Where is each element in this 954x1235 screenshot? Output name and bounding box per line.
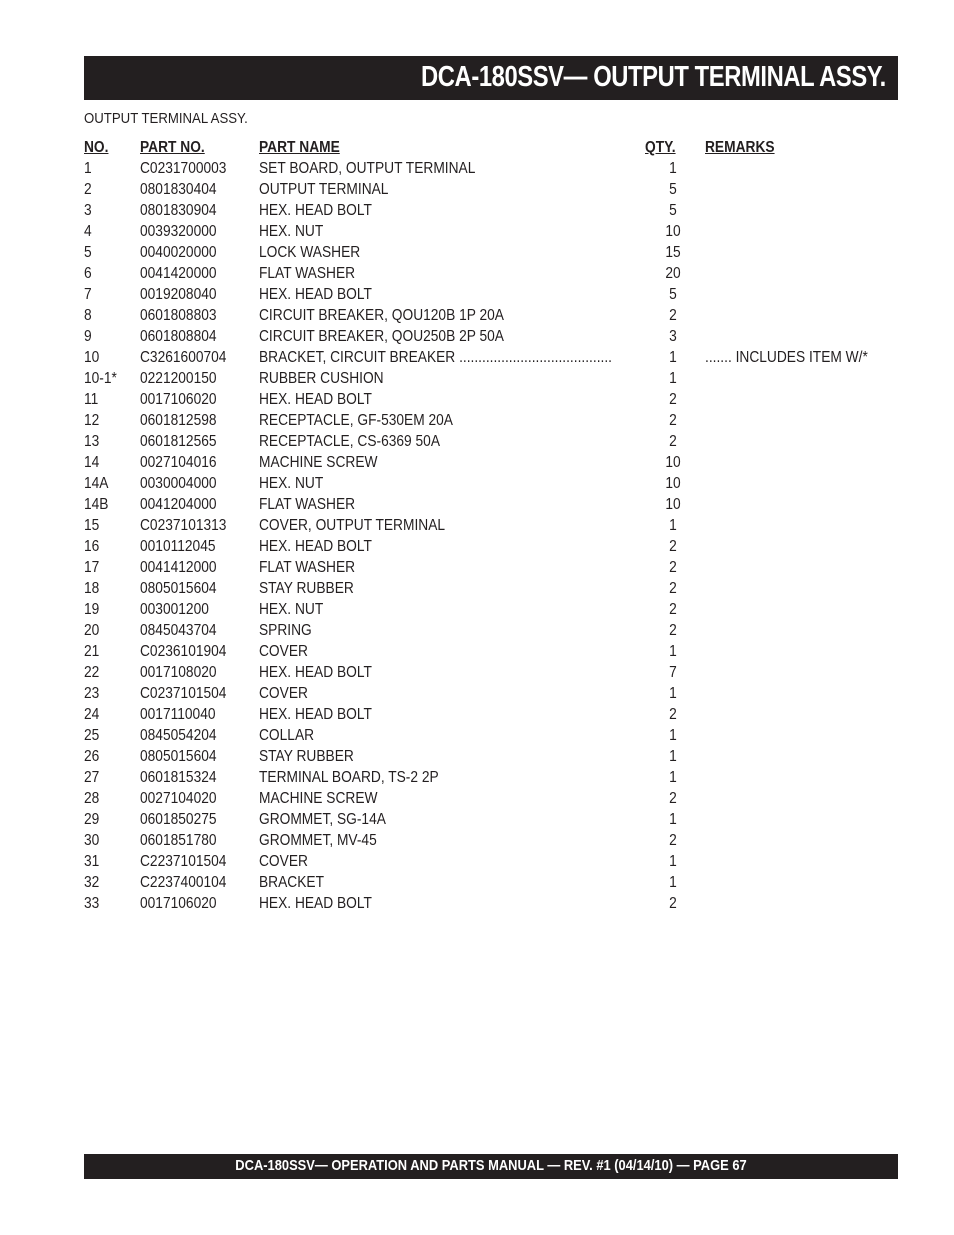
cell-part-no: 0601808803	[140, 307, 217, 324]
table-row	[84, 515, 884, 536]
cell-no: 17	[84, 559, 100, 576]
cell-no: 10	[84, 349, 100, 366]
cell-qty: 7	[669, 664, 677, 681]
cell-part-name: FLAT WASHER	[259, 559, 356, 576]
cell-part-no: C0231700003	[140, 160, 227, 177]
cell-no: 14A	[84, 475, 109, 492]
table-row	[84, 599, 884, 620]
cell-part-name: COVER	[259, 685, 308, 702]
table-row	[84, 263, 884, 284]
cell-qty: 2	[669, 580, 677, 597]
cell-part-no: 0027104020	[140, 790, 217, 807]
cell-part-no: C3261600704	[140, 349, 227, 366]
cell-qty: 1	[669, 160, 677, 177]
cell-no: 6	[84, 265, 92, 282]
cell-part-name: HEX. NUT	[259, 601, 324, 618]
cell-part-no: 0845054204	[140, 727, 217, 744]
cell-part-name: HEX. HEAD BOLT	[259, 202, 372, 219]
cell-no: 21	[84, 643, 100, 660]
cell-part-no: 0017106020	[140, 895, 217, 912]
table-row	[84, 893, 884, 914]
table-row	[84, 221, 884, 242]
cell-part-name: STAY RUBBER	[259, 748, 354, 765]
page-header-bar	[84, 56, 898, 100]
table-row	[84, 389, 884, 410]
cell-no: 22	[84, 664, 100, 681]
table-row	[84, 368, 884, 389]
cell-qty: 3	[669, 328, 677, 345]
table-row	[84, 809, 884, 830]
cell-part-no: 0601850275	[140, 811, 217, 828]
table-row	[84, 557, 884, 578]
cell-no: 26	[84, 748, 100, 765]
cell-part-no: 0601808804	[140, 328, 217, 345]
cell-qty: 1	[669, 853, 677, 870]
cell-no: 19	[84, 601, 100, 618]
table-row	[84, 746, 884, 767]
cell-no: 5	[84, 244, 92, 261]
table-row	[84, 284, 884, 305]
cell-no: 24	[84, 706, 100, 723]
cell-no: 10-1*	[84, 370, 117, 387]
cell-qty: 1	[669, 727, 677, 744]
cell-part-name: CIRCUIT BREAKER, QOU120B 1P 20A	[259, 307, 504, 324]
cell-part-name: LOCK WASHER	[259, 244, 361, 261]
cell-no: 14B	[84, 496, 109, 513]
cell-no: 16	[84, 538, 100, 555]
cell-part-no: 0601851780	[140, 832, 217, 849]
cell-part-no: 0601812598	[140, 412, 217, 429]
cell-part-name: BRACKET	[259, 874, 324, 891]
cell-no: 20	[84, 622, 100, 639]
cell-no: 7	[84, 286, 92, 303]
table-row	[84, 767, 884, 788]
table-row	[84, 578, 884, 599]
cell-no: 27	[84, 769, 100, 786]
cell-part-name: SPRING	[259, 622, 312, 639]
cell-part-no: 0805015604	[140, 580, 217, 597]
cell-qty: 1	[669, 811, 677, 828]
cell-part-no: 0019208040	[140, 286, 217, 303]
cell-part-no: 0010112045	[140, 538, 216, 555]
column-header-remarks: REMARKS	[705, 139, 775, 156]
cell-qty: 2	[669, 307, 677, 324]
column-header-part-name: PART NAME	[259, 139, 340, 156]
cell-no: 15	[84, 517, 100, 534]
cell-part-no: 003001200	[140, 601, 209, 618]
cell-part-name: HEX. HEAD BOLT	[259, 706, 372, 723]
cell-part-no: 0845043704	[140, 622, 217, 639]
cell-part-no: C0237101313	[140, 517, 227, 534]
table-row	[84, 620, 884, 641]
cell-part-no: 0601812565	[140, 433, 217, 450]
cell-no: 28	[84, 790, 100, 807]
cell-part-name: HEX. NUT	[259, 223, 324, 240]
cell-part-name: STAY RUBBER	[259, 580, 354, 597]
cell-no: 33	[84, 895, 100, 912]
cell-part-no: 0601815324	[140, 769, 217, 786]
cell-no: 13	[84, 433, 100, 450]
cell-part-name: FLAT WASHER	[259, 496, 356, 513]
table-row	[84, 410, 884, 431]
cell-part-no: C2237101504	[140, 853, 227, 870]
cell-part-name: TERMINAL BOARD, TS-2 2P	[259, 769, 439, 786]
cell-part-no: C2237400104	[140, 874, 227, 891]
cell-no: 12	[84, 412, 100, 429]
cell-part-name: OUTPUT TERMINAL	[259, 181, 389, 198]
cell-part-no: 0805015604	[140, 748, 217, 765]
cell-part-no: 0040020000	[140, 244, 217, 261]
cell-no: 4	[84, 223, 92, 240]
table-row	[84, 704, 884, 725]
cell-no: 31	[84, 853, 100, 870]
cell-part-name: COVER	[259, 853, 308, 870]
cell-part-name: RUBBER CUSHION	[259, 370, 384, 387]
cell-qty: 1	[669, 643, 677, 660]
table-header-row	[84, 137, 884, 158]
cell-no: 32	[84, 874, 100, 891]
cell-part-name: FLAT WASHER	[259, 265, 356, 282]
cell-part-name: RECEPTACLE, CS-6369 50A	[259, 433, 441, 450]
table-row	[84, 431, 884, 452]
cell-no: 29	[84, 811, 100, 828]
cell-qty: 5	[669, 286, 677, 303]
table-row	[84, 788, 884, 809]
cell-part-no: 0041204000	[140, 496, 217, 513]
cell-no: 14	[84, 454, 100, 471]
cell-part-name: HEX. HEAD BOLT	[259, 664, 372, 681]
table-row	[84, 200, 884, 221]
cell-part-name: BRACKET, CIRCUIT BREAKER ........................................	[259, 349, 612, 366]
cell-qty: 10	[665, 223, 681, 240]
cell-qty: 2	[669, 391, 677, 408]
table-row	[84, 305, 884, 326]
cell-part-name: MACHINE SCREW	[259, 454, 378, 471]
cell-qty: 2	[669, 538, 677, 555]
cell-part-name: COVER, OUTPUT TERMINAL	[259, 517, 446, 534]
cell-qty: 1	[669, 370, 677, 387]
table-row	[84, 326, 884, 347]
column-header-qty: QTY.	[645, 139, 676, 156]
table-row	[84, 830, 884, 851]
cell-qty: 1	[669, 349, 677, 366]
column-header-no: NO.	[84, 139, 109, 156]
page-title: DCA-180SSV— OUTPUT TERMINAL ASSY.	[421, 61, 886, 93]
cell-no: 11	[84, 391, 99, 408]
cell-part-no: 0017108020	[140, 664, 217, 681]
cell-part-name: GROMMET, MV-45	[259, 832, 377, 849]
cell-part-no: 0017110040	[140, 706, 216, 723]
table-row	[84, 872, 884, 893]
cell-part-name: COVER	[259, 643, 308, 660]
cell-part-name: COLLAR	[259, 727, 315, 744]
cell-part-name: HEX. HEAD BOLT	[259, 538, 372, 555]
cell-qty: 10	[665, 475, 681, 492]
cell-part-name: HEX. HEAD BOLT	[259, 286, 372, 303]
cell-qty: 5	[669, 202, 677, 219]
section-title: OUTPUT TERMINAL ASSY.	[84, 110, 248, 127]
table-row	[84, 473, 884, 494]
cell-part-no: 0041420000	[140, 265, 217, 282]
cell-qty: 1	[669, 874, 677, 891]
footer-text: DCA-180SSV— OPERATION AND PARTS MANUAL — REV. #1 (04/14/10) — PAGE 67	[235, 1157, 747, 1174]
cell-qty: 2	[669, 790, 677, 807]
table-row	[84, 536, 884, 557]
table-row	[84, 662, 884, 683]
cell-part-name: MACHINE SCREW	[259, 790, 378, 807]
cell-qty: 2	[669, 622, 677, 639]
cell-no: 30	[84, 832, 100, 849]
table-row	[84, 641, 884, 662]
cell-qty: 2	[669, 601, 677, 618]
cell-part-no: 0039320000	[140, 223, 217, 240]
cell-part-no: C0236101904	[140, 643, 227, 660]
cell-part-no: 0801830904	[140, 202, 217, 219]
parts-table	[84, 137, 884, 914]
table-row	[84, 683, 884, 704]
table-row	[84, 347, 884, 368]
table-row	[84, 158, 884, 179]
cell-part-no: 0801830404	[140, 181, 217, 198]
table-row	[84, 725, 884, 746]
cell-no: 3	[84, 202, 92, 219]
cell-no: 1	[84, 160, 92, 177]
cell-qty: 1	[669, 685, 677, 702]
cell-qty: 2	[669, 706, 677, 723]
cell-no: 18	[84, 580, 100, 597]
cell-part-name: HEX. HEAD BOLT	[259, 895, 372, 912]
cell-qty: 2	[669, 412, 677, 429]
cell-part-no: 0030004000	[140, 475, 217, 492]
page-footer-bar	[84, 1154, 898, 1179]
cell-qty: 2	[669, 895, 677, 912]
cell-part-no: 0027104016	[140, 454, 217, 471]
cell-qty: 1	[669, 769, 677, 786]
table-body	[84, 158, 884, 914]
cell-part-name: HEX. HEAD BOLT	[259, 391, 372, 408]
cell-part-no: 0221200150	[140, 370, 217, 387]
table-row	[84, 242, 884, 263]
cell-qty: 15	[665, 244, 681, 261]
cell-part-name: RECEPTACLE, GF-530EM 20A	[259, 412, 453, 429]
cell-part-name: SET BOARD, OUTPUT TERMINAL	[259, 160, 476, 177]
cell-qty: 2	[669, 832, 677, 849]
cell-part-no: 0041412000	[140, 559, 217, 576]
cell-qty: 1	[669, 748, 677, 765]
cell-part-no: C0237101504	[140, 685, 227, 702]
column-header-part-no: PART NO.	[140, 139, 205, 156]
cell-no: 25	[84, 727, 100, 744]
table-row	[84, 851, 884, 872]
cell-qty: 2	[669, 559, 677, 576]
cell-no: 8	[84, 307, 92, 324]
cell-qty: 1	[669, 517, 677, 534]
cell-qty: 10	[665, 496, 681, 513]
cell-part-name: HEX. NUT	[259, 475, 324, 492]
cell-qty: 20	[665, 265, 681, 282]
cell-qty: 2	[669, 433, 677, 450]
cell-qty: 10	[665, 454, 681, 471]
cell-no: 23	[84, 685, 100, 702]
cell-remarks: ....... INCLUDES ITEM W/*	[705, 349, 868, 366]
cell-qty: 5	[669, 181, 677, 198]
table-row	[84, 179, 884, 200]
cell-no: 9	[84, 328, 92, 345]
cell-part-name: GROMMET, SG-14A	[259, 811, 386, 828]
table-row	[84, 494, 884, 515]
table-row	[84, 452, 884, 473]
cell-no: 2	[84, 181, 92, 198]
cell-part-no: 0017106020	[140, 391, 217, 408]
cell-part-name: CIRCUIT BREAKER, QOU250B 2P 50A	[259, 328, 504, 345]
